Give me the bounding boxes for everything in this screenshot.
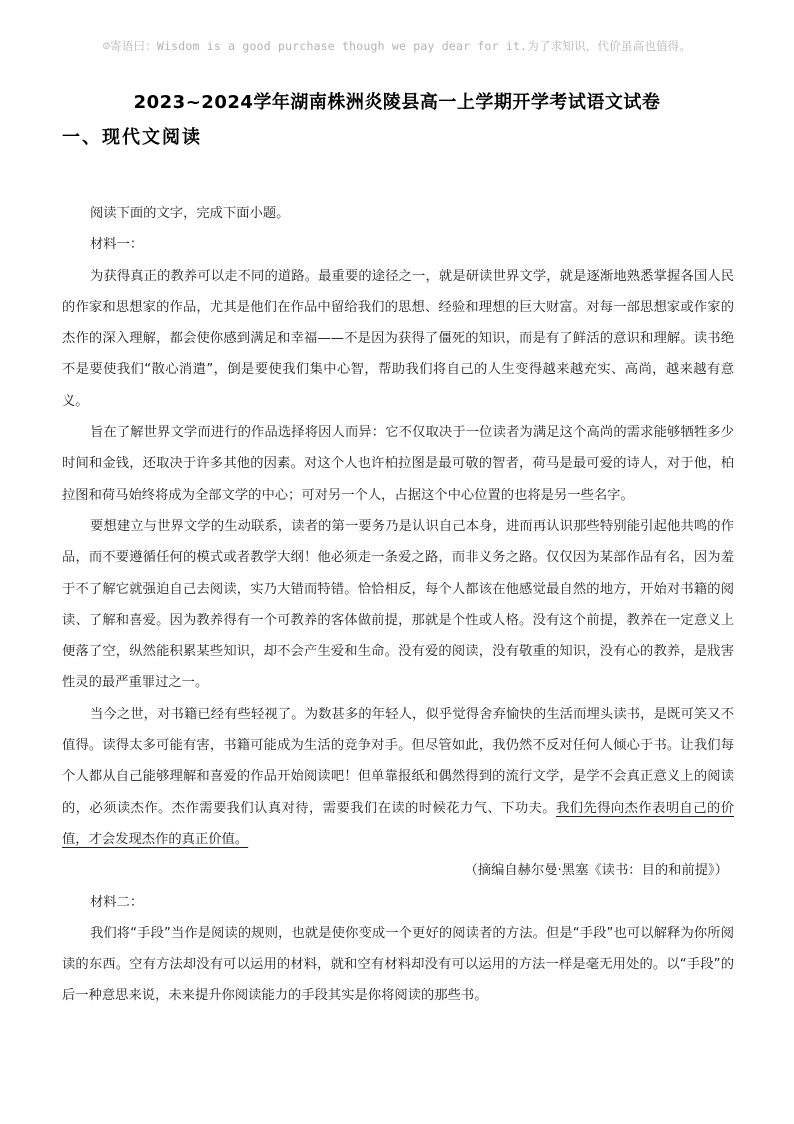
instruction-text: 阅读下面的文字，完成下面小题。 (90, 206, 290, 221)
underlined-sentence: 我们先得向杰作表明自己的价值，才会发现杰作的真正价值。 (62, 800, 735, 847)
material-one-label: 材料一： (90, 237, 144, 253)
paragraph-5: 我们将“手段”当作是阅读的规则，也就是使你变成一个更好的阅读者的方法。但是“手段”也可以解释为你所阅读的东西。空有方法却没有可以运用的材料，就和空有材料却没有可以运用的方法一样是毫无用处的。以“手段”的后一种意思来说，未来提升你阅读能力的手段其实是你将阅读的那些书。 (62, 925, 734, 1004)
paragraph-4-text: 当今之世，对书籍已经有些轻视了。为数甚多的年轻人，似乎觉得舍弃愉快的生活而埋头读书，是既可笑又不值得。读得太多可能有害，书籍可能成为生活的竞争对手。但尽管如此，我仍然不反对任何人倾心于书。让我们每个人都从自己能够理解和喜爱的作品开始阅读吧！但单靠报纸和偶然得到的流行文学，是学不会真正意义上的阅读的，必须读杰作。杰作需要我们认真对待，需要我们在读的时候花力气、下功夫。 (62, 706, 734, 816)
material-two-label: 材料二： (90, 894, 144, 910)
reading-passage (62, 198, 734, 1012)
header-motto: ☺寄语曰：Wisdom is a good purchase though we pay dear for it.为了求知识，代价虽高也值得。 (102, 39, 692, 53)
paragraph-4 (62, 699, 734, 855)
section-heading: 一、现代文阅读 (62, 127, 202, 148)
paragraph-1: 为获得真正的教养可以走不同的道路。最重要的途径之一，就是研读世界文学，就是逐渐地熟悉掌握各国人民的作家和思想家的作品，尤其是他们在作品中留给我们的思想、经验和理想的巨大财富。对每一部思想家或作家的杰作的深入理解，都会使你感到满足和幸福——不是因为获得了僵死的知识，而是有了鲜活的意识和理解。读书绝不是要使我们“散心消遣”，倒是要使我们集中心智，帮助我们将自己的人生变得越来越充实、高尚，越来越有意义。 (62, 268, 734, 409)
paragraph-3: 要想建立与世界文学的生动联系，读者的第一要务乃是认识自己本身，进而再认识那些特别能引起他共鸣的作品，而不要遵循任何的模式或者教学大纲！他必须走一条爱之路，而非义务之路。仅仅因为某部作品有名，因为羞于不了解它就强迫自己去阅读，实乃大错而特错。恰恰相反，每个人都该在他感觉最自然的地方，开始对书籍的阅读、了解和喜爱。因为教养得有一个可教养的客体做前提，那就是个性或人格。没有这个前提，教养在一定意义上便落了空，纵然能积累某些知识，却不会产生爱和生命。没有爱的阅读，没有敬重的知识，没有心的教养，是戕害性灵的最严重罪过之一。 (62, 518, 734, 691)
source-citation: （摘编自赫尔曼·黑塞《读书：目的和前提》） (464, 863, 728, 879)
exam-title: 2023~2024学年湖南株洲炎陵县高一上学期开学考试语文试卷 (133, 92, 661, 113)
paragraph-2: 旨在了解世界文学而进行的作品选择将因人而异：它不仅取决于一位读者为满足这个高尚的需求能够牺牲多少时间和金钱，还取决于许多其他的因素。对这个人也许柏拉图是最可敬的智者，荷马是最可爱的诗人，对于他，柏拉图和荷马始终将成为全部文学的中心；可对另一个人，占据这个中心位置的也将是另一些名字。 (62, 425, 734, 503)
